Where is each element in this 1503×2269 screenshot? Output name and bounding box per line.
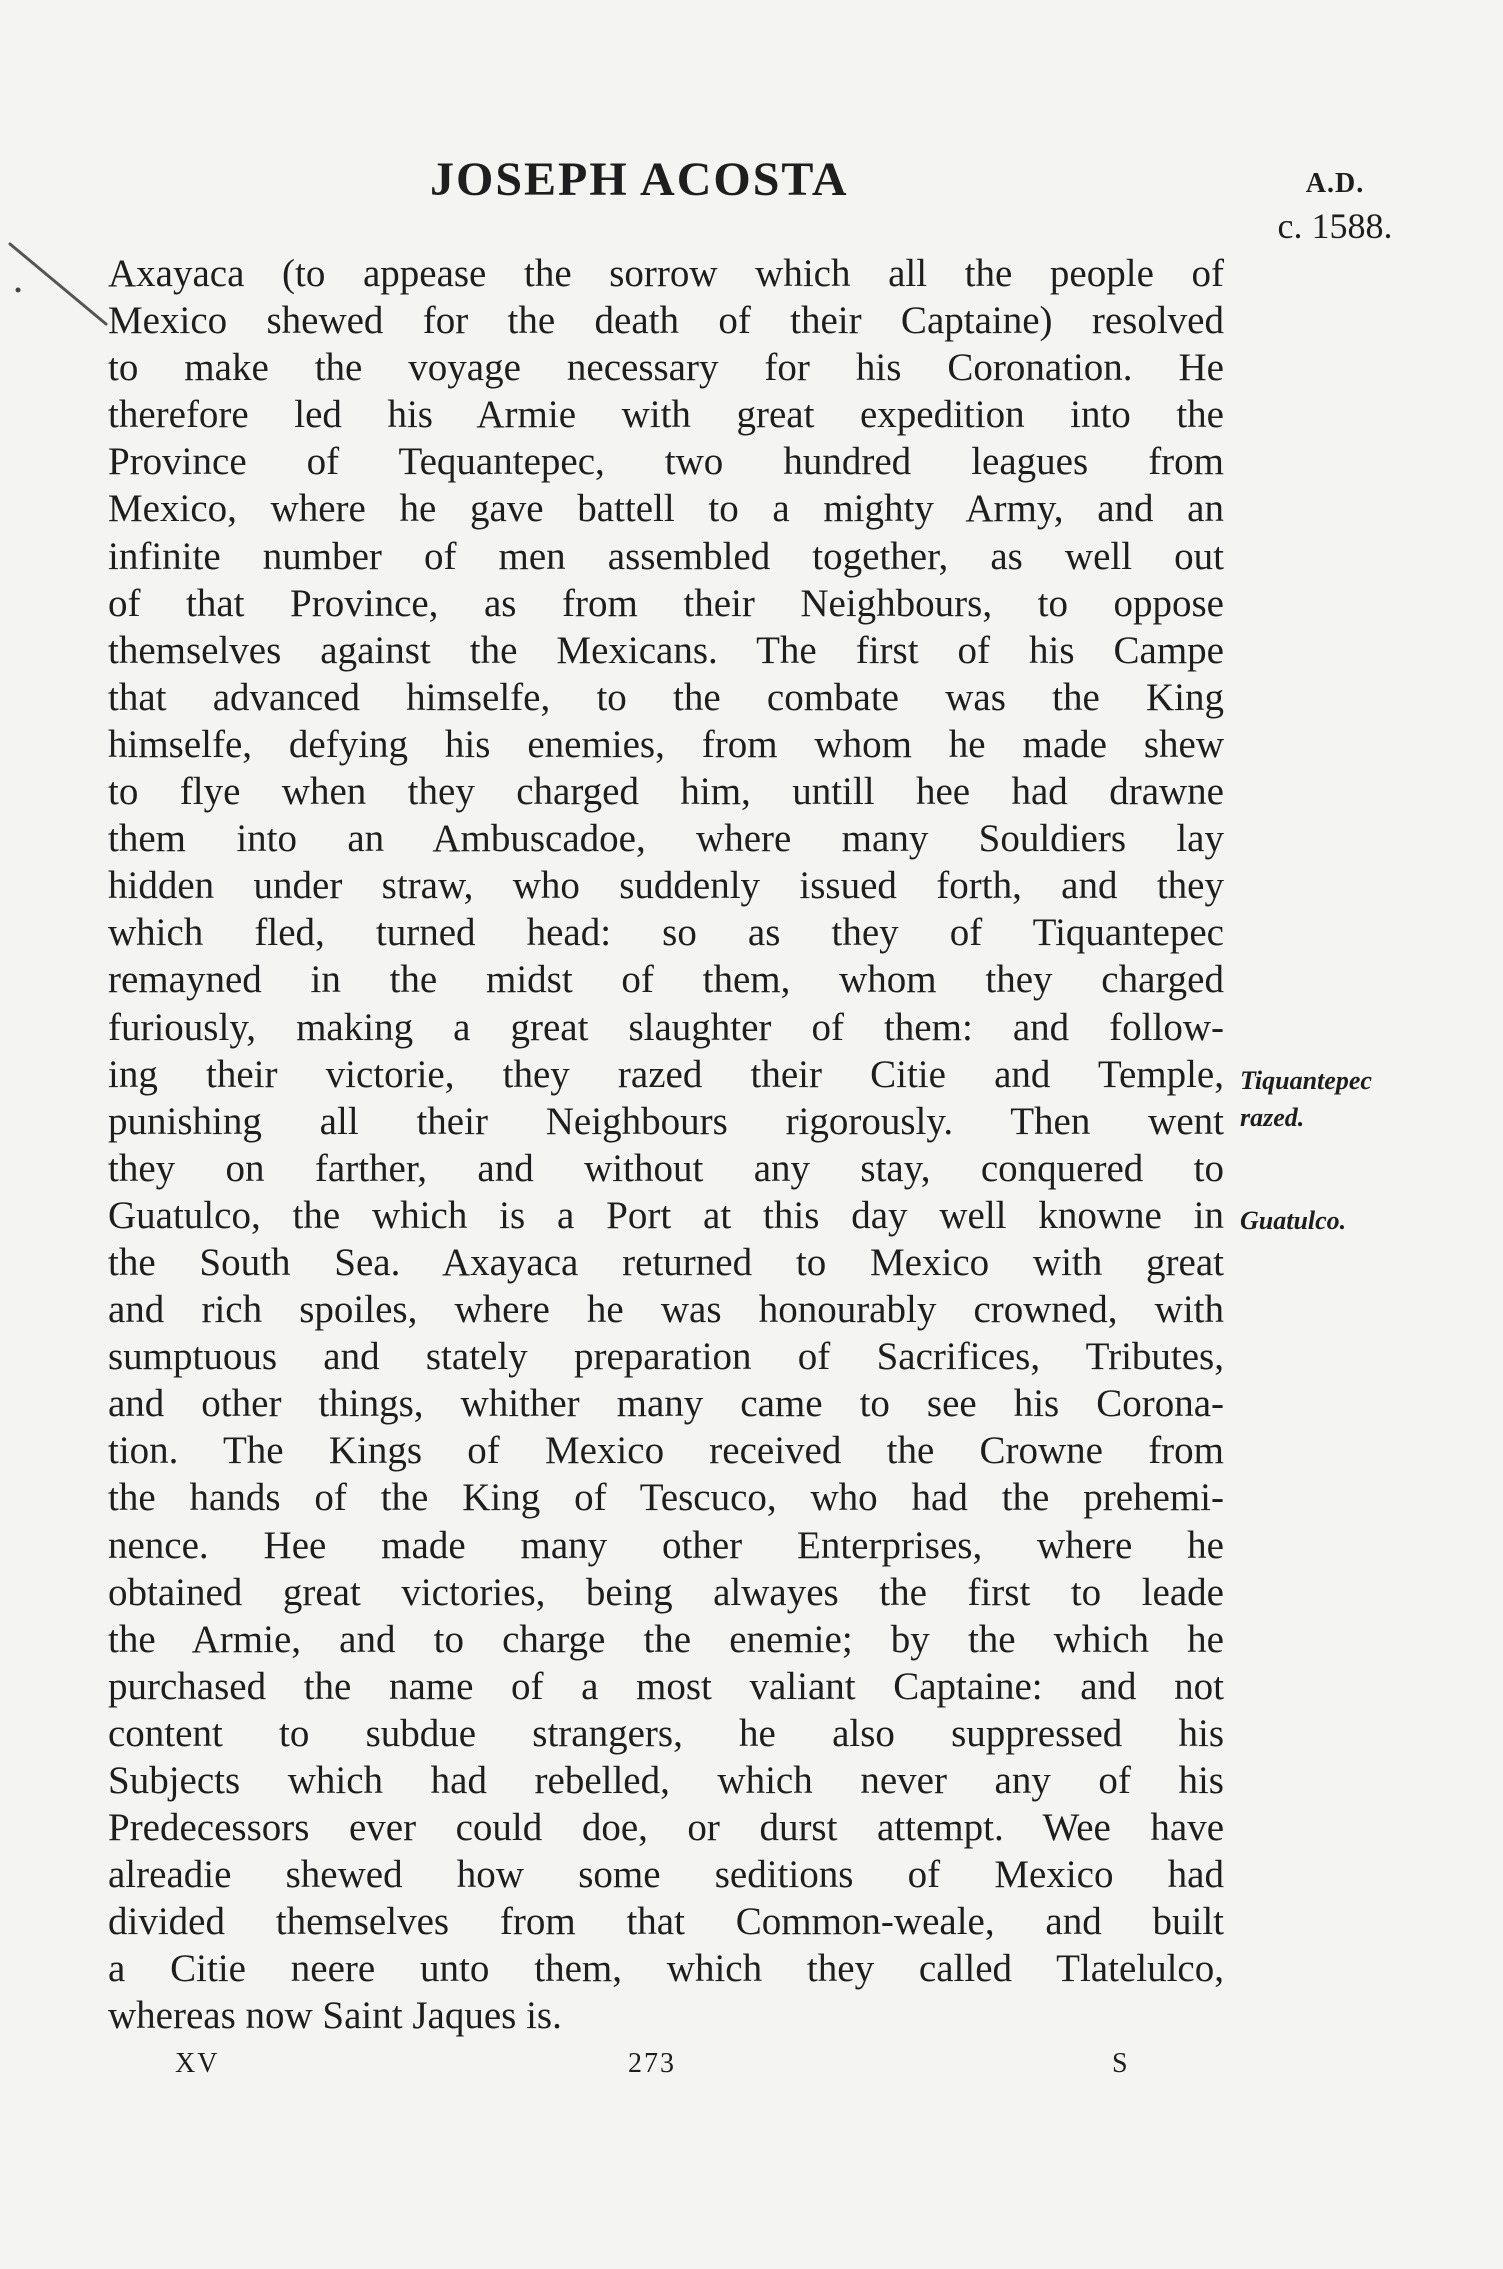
text-line: therefore led his Armie with great expedition into the <box>108 393 1224 437</box>
text-line: remayned in the midst of them, whom they charged <box>108 958 1224 1002</box>
text-line: them into an Ambuscadoe, where many Souldiers lay <box>108 817 1224 861</box>
text-line: a Citie neere unto them, which they called Tlatelulco, <box>108 1947 1224 1991</box>
text-line: themselves against the Mexicans. The first of his Campe <box>108 628 1224 672</box>
text-line: the Armie, and to charge the enemie; by the which he <box>108 1617 1224 1661</box>
text-line: infinite number of men assembled together, as well out <box>108 534 1224 578</box>
date-label: c. 1588. <box>1277 206 1393 246</box>
text-line: of that Province, as from their Neighbours, to oppose <box>108 581 1224 625</box>
text-line: which fled, turned head: so as they of Tiquantepec <box>108 911 1224 955</box>
text-line: Province of Tequantepec, two hundred leagues from <box>108 440 1224 484</box>
text-line: the hands of the King of Tescuco, who had the prehemi- <box>108 1476 1224 1520</box>
text-line: hidden under straw, who suddenly issued forth, and they <box>108 864 1224 908</box>
text-line: Mexico shewed for the death of their Captaine) resolved <box>108 299 1224 343</box>
body-text <box>108 250 1224 2040</box>
text-line: Predecessors ever could doe, or durst attempt. Wee have <box>108 1806 1224 1850</box>
text-line: content to subdue strangers, he also suppressed his <box>108 1711 1224 1755</box>
text-line: Subjects which had rebelled, which never any of his <box>108 1759 1224 1802</box>
text-line: sumptuous and stately preparation of Sacrifices, Tributes, <box>108 1335 1224 1379</box>
page-number: 273 <box>628 2048 676 2079</box>
margin-note-guatulco: Guatulco. <box>1240 1206 1347 1235</box>
text-line: the South Sea. Axayaca returned to Mexico with great <box>108 1240 1224 1284</box>
text-line: they on farther, and without any stay, conquered to <box>108 1146 1224 1190</box>
footer-mark: S <box>1112 2048 1130 2079</box>
text-line: Guatulco, the which is a Port at this day well knowne in <box>108 1193 1224 1237</box>
text-line: furiously, making a great slaughter of them: and follow- <box>108 1005 1224 1049</box>
era-label: A.D. <box>1305 168 1365 199</box>
text-line: nence. Hee made many other Enterprises, where he <box>108 1523 1224 1567</box>
margin-note-razed: razed. <box>1240 1103 1305 1132</box>
text-line: Mexico, where he gave battell to a mighty Army, and an <box>108 487 1224 531</box>
text-line: obtained great victories, being alwayes the first to leade <box>108 1570 1224 1614</box>
signature-mark: XV <box>175 2048 220 2079</box>
text-line: and other things, whither many came to see his Corona- <box>108 1382 1224 1426</box>
margin-note-tiquantepec: Tiquantepec <box>1240 1066 1372 1095</box>
text-line: himselfe, defying his enemies, from whom he made shew <box>108 722 1224 766</box>
text-line: divided themselves from that Common-weale, and built <box>108 1900 1224 1944</box>
text-line: Axayaca (to appease the sorrow which all the people of <box>108 252 1224 295</box>
text-line: purchased the name of a most valiant Captaine: and not <box>108 1664 1224 1708</box>
text-line: to flye when they charged him, untill hee had drawne <box>108 770 1224 814</box>
page-title: JOSEPH ACOSTA <box>430 153 849 206</box>
text-line: tion. The Kings of Mexico received the Crowne from <box>108 1429 1224 1473</box>
text-line: punishing all their Neighbours rigorously. Then went <box>108 1099 1224 1143</box>
text-line: to make the voyage necessary for his Coronation. He <box>108 346 1224 390</box>
text-line: that advanced himselfe, to the combate was the King <box>108 675 1224 719</box>
text-line: whereas now Saint Jaques is. <box>108 1994 562 2038</box>
text-line: alreadie shewed how some seditions of Mexico had <box>108 1853 1224 1897</box>
pencil-mark-icon <box>6 240 116 340</box>
text-line: ing their victorie, they razed their Citie and Temple, <box>108 1052 1224 1096</box>
text-line: and rich spoiles, where he was honourably crowned, with <box>108 1288 1224 1332</box>
